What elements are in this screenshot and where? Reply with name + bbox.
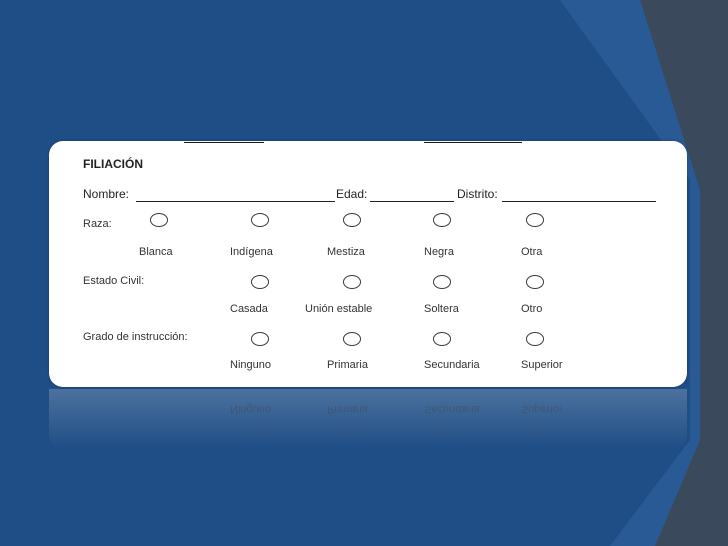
filiacion-form-card	[49, 141, 687, 387]
form-title: FILIACIÓN	[83, 157, 143, 171]
estado-soltera-radio[interactable]	[433, 275, 451, 289]
grado-instruccion-label: Grado de instrucción:	[83, 331, 188, 343]
raza-indigena-radio[interactable]	[251, 213, 269, 227]
reflection-label: Superior	[521, 403, 563, 415]
raza-option-label: Otra	[521, 246, 543, 258]
edad-label: Edad:	[336, 187, 368, 201]
nombre-label: Nombre:	[83, 187, 130, 201]
estado-casada-radio[interactable]	[251, 275, 269, 289]
edad-field[interactable]	[370, 201, 454, 202]
reflection-oval	[527, 423, 543, 435]
distrito-label: Distrito:	[457, 187, 498, 201]
distrito-field[interactable]	[502, 201, 656, 202]
raza-otra-radio[interactable]	[526, 213, 544, 227]
raza-mestiza-radio[interactable]	[343, 213, 361, 227]
raza-option-label: Indígena	[230, 246, 273, 258]
estado-civil-option-label: Unión estable	[305, 303, 373, 315]
raza-negra-radio[interactable]	[433, 213, 451, 227]
grado-secundaria-radio[interactable]	[433, 332, 451, 346]
estado-civil-option-label: Casada	[230, 303, 268, 315]
reflection-oval	[436, 423, 452, 435]
raza-label: Raza:	[83, 218, 112, 230]
reflection-oval	[251, 423, 267, 435]
card-reflection	[49, 389, 687, 449]
reflection-label: Secundaria	[424, 403, 480, 415]
grado-ninguno-radio[interactable]	[251, 332, 269, 346]
raza-blanca-radio[interactable]	[150, 213, 168, 227]
top-decorative-line	[184, 142, 264, 143]
grado-option-label: Secundaria	[424, 359, 480, 371]
estado-union-estable-radio[interactable]	[343, 275, 361, 289]
top-decorative-line	[424, 142, 522, 143]
estado-otro-radio[interactable]	[526, 275, 544, 289]
reflection-label: Primaria	[327, 403, 368, 415]
raza-option-label: Negra	[424, 246, 454, 258]
grado-option-label: Primaria	[327, 359, 368, 371]
reflection-label: Ninguno	[230, 403, 271, 415]
estado-civil-option-label: Soltera	[424, 303, 459, 315]
nombre-field[interactable]	[136, 201, 335, 202]
raza-option-label: Blanca	[139, 246, 173, 258]
raza-option-label: Mestiza	[327, 246, 365, 258]
reflection-oval	[343, 423, 359, 435]
grado-superior-radio[interactable]	[526, 332, 544, 346]
estado-civil-label: Estado Civil:	[83, 275, 145, 287]
grado-primaria-radio[interactable]	[343, 332, 361, 346]
grado-option-label: Ninguno	[230, 359, 271, 371]
estado-civil-option-label: Otro	[521, 303, 543, 315]
grado-option-label: Superior	[521, 359, 563, 371]
